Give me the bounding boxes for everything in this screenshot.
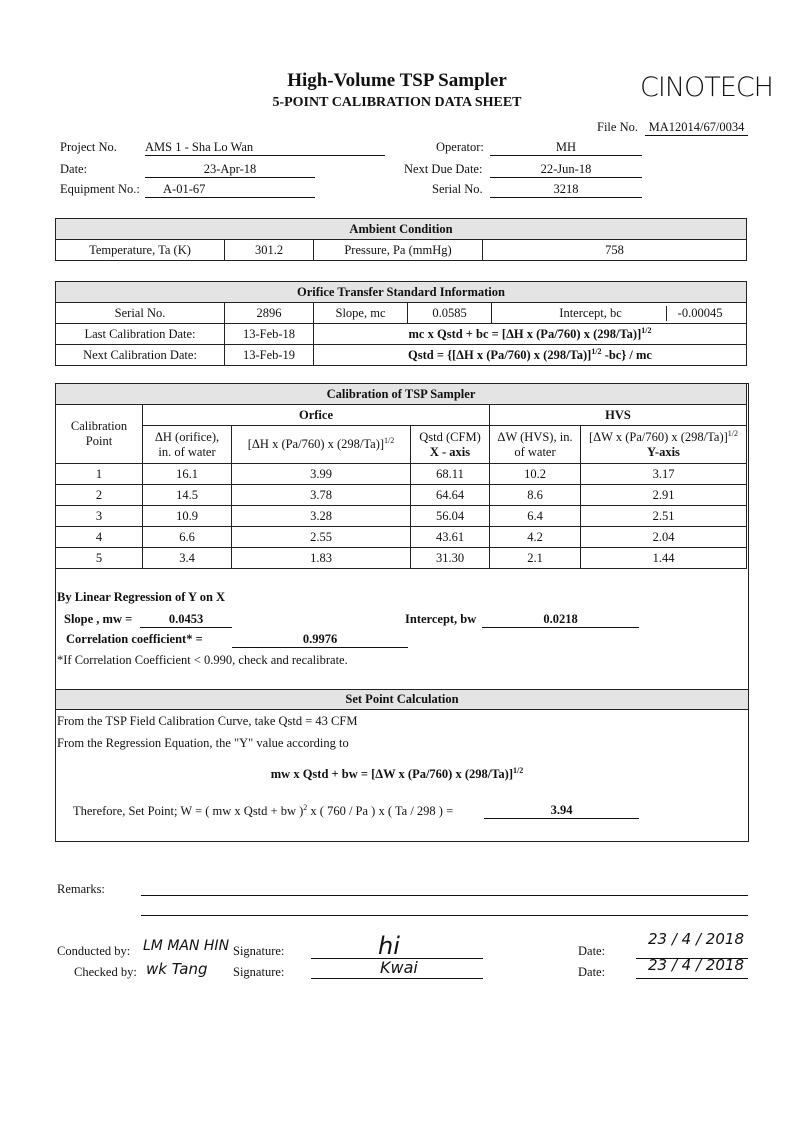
temperature-value: 301.2 bbox=[225, 240, 314, 261]
equipment-label: Equipment No.: bbox=[60, 182, 140, 196]
remarks-line-2 bbox=[141, 915, 748, 916]
calibration-heading: Calibration of TSP Sampler bbox=[56, 384, 747, 405]
setpoint-heading: Set Point Calculation bbox=[56, 690, 748, 710]
remarks-label: Remarks: bbox=[57, 882, 105, 896]
date-1: 23 / 4 / 2018 bbox=[648, 930, 744, 948]
date-line-2 bbox=[636, 978, 748, 979]
correlation-label: Correlation coefficient* = bbox=[66, 632, 203, 646]
regression-slope-label: Slope , mw = bbox=[64, 612, 133, 626]
regression-intercept-value: 0.0218 bbox=[482, 612, 639, 628]
calibration-table bbox=[55, 383, 747, 569]
last-cal-label: Last Calibration Date: bbox=[56, 324, 225, 345]
hvs-group-header: HVS bbox=[490, 405, 747, 426]
setpoint-line-1: From the TSP Field Calibration Curve, take Qstd = 43 CFM bbox=[57, 714, 358, 728]
signature-2: Kwai bbox=[380, 958, 418, 977]
dh-header: ΔH (orifice), in. of water bbox=[143, 426, 232, 464]
operator-value: MH bbox=[490, 140, 642, 156]
orifice-group-header: Orfice bbox=[143, 405, 490, 426]
next-cal-label: Next Calibration Date: bbox=[56, 345, 225, 366]
date-label: Date: bbox=[60, 162, 88, 176]
ambient-table bbox=[55, 218, 747, 261]
orifice-table bbox=[55, 281, 747, 366]
orifice-equation-2: Qstd = {[ΔH x (Pa/760) x (298/Ta)]$^{1/2}$ -bc} / mc bbox=[314, 345, 747, 366]
next-due-value: 22-Jun-18 bbox=[490, 162, 642, 178]
regression-heading: By Linear Regression of Y on X bbox=[57, 590, 226, 604]
conducted-name: LM MAN HIN bbox=[143, 938, 230, 954]
serial-label: Serial No. bbox=[432, 182, 483, 196]
company-logo: CINOTECH bbox=[640, 72, 773, 103]
orifice-serial-value: 2896 bbox=[225, 303, 314, 324]
calibration-point-header: Calibration Point bbox=[56, 405, 143, 464]
dw-header: ΔW (HVS), in. of water bbox=[490, 426, 581, 464]
signature-1: hi bbox=[378, 932, 400, 960]
page-title: High-Volume TSP Sampler bbox=[287, 70, 507, 91]
next-due-label: Next Due Date: bbox=[404, 162, 483, 176]
correlation-note: *If Correlation Coefficient < 0.990, check and recalibrate. bbox=[57, 653, 348, 667]
date-label-2: Date: bbox=[578, 965, 606, 979]
page-subtitle: 5-POINT CALIBRATION DATA SHEET bbox=[272, 95, 522, 110]
next-cal-value: 13-Feb-19 bbox=[225, 345, 314, 366]
dh-corr-header: [ΔH x (Pa/760) x (298/Ta)]$^{1/2}$ bbox=[232, 426, 411, 464]
orifice-heading: Orifice Transfer Standard Information bbox=[56, 282, 747, 303]
date-2: 23 / 4 / 2018 bbox=[648, 956, 744, 974]
dw-corr-header: [ΔW x (Pa/760) x (298/Ta)]$^{1/2}$ Y-axis bbox=[581, 426, 747, 464]
signature-label-1: Signature: bbox=[233, 944, 285, 958]
table-row: 4 6.6 2.55 43.61 4.2 2.04 bbox=[56, 527, 747, 548]
orifice-equation-1: mc x Qstd + bc = [ΔH x (Pa/760) x (298/Ta)]$^{1/2}$ bbox=[314, 324, 747, 345]
signature-line-2 bbox=[311, 978, 483, 979]
conducted-label: Conducted by: bbox=[57, 944, 131, 958]
remarks-line-1 bbox=[141, 895, 748, 896]
pressure-label: Pressure, Pa (mmHg) bbox=[314, 240, 483, 261]
date-label-1: Date: bbox=[578, 944, 606, 958]
setpoint-equation: mw x Qstd + bw = [ΔW x (Pa/760) x (298/Ta)]$^{1/2}$ bbox=[270, 766, 524, 782]
orifice-intercept-value: -0.00045 bbox=[677, 305, 723, 320]
regression-intercept-label: Intercept, bw bbox=[405, 612, 477, 626]
orifice-intercept-cell bbox=[492, 303, 747, 324]
regression-slope-value: 0.0453 bbox=[140, 612, 232, 628]
table-row: 2 14.5 3.78 64.64 8.6 2.91 bbox=[56, 485, 747, 506]
table-row: 1 16.1 3.99 68.11 10.2 3.17 bbox=[56, 464, 747, 485]
operator-label: Operator: bbox=[436, 140, 484, 154]
correlation-value: 0.9976 bbox=[232, 632, 408, 648]
setpoint-value: 3.94 bbox=[484, 803, 639, 819]
table-row: 3 10.9 3.28 56.04 6.4 2.51 bbox=[56, 506, 747, 527]
orifice-slope-label: Slope, mc bbox=[314, 303, 408, 324]
last-cal-value: 13-Feb-18 bbox=[225, 324, 314, 345]
project-label: Project No. bbox=[60, 140, 117, 154]
setpoint-therefore: Therefore, Set Point; W = ( mw x Qstd + bw )$^2$ x ( 760 / Pa ) x ( Ta / 298 ) = bbox=[73, 803, 454, 819]
orifice-slope-value: 0.0585 bbox=[408, 303, 492, 324]
pressure-value: 758 bbox=[483, 240, 747, 261]
setpoint-line-2: From the Regression Equation, the "Y" value according to bbox=[57, 736, 349, 750]
table-row: 5 3.4 1.83 31.30 2.1 1.44 bbox=[56, 548, 747, 569]
file-no-label: File No. bbox=[597, 120, 638, 134]
project-value: AMS 1 - Sha Lo Wan bbox=[145, 140, 385, 156]
ambient-heading: Ambient Condition bbox=[56, 219, 747, 240]
qstd-header: Qstd (CFM) X - axis bbox=[411, 426, 490, 464]
orifice-serial-label: Serial No. bbox=[56, 303, 225, 324]
serial-value: 3218 bbox=[490, 182, 642, 198]
signature-label-2: Signature: bbox=[233, 965, 285, 979]
equipment-value: A-01-67 bbox=[145, 182, 315, 198]
checked-label: Checked by: bbox=[74, 965, 137, 979]
orifice-intercept-label: Intercept, bc bbox=[516, 306, 667, 321]
temperature-label: Temperature, Ta (K) bbox=[56, 240, 225, 261]
checked-name: wk Tang bbox=[146, 960, 208, 978]
date-value: 23-Apr-18 bbox=[145, 162, 315, 178]
file-no-value: MA12014/67/0034 bbox=[645, 120, 748, 136]
